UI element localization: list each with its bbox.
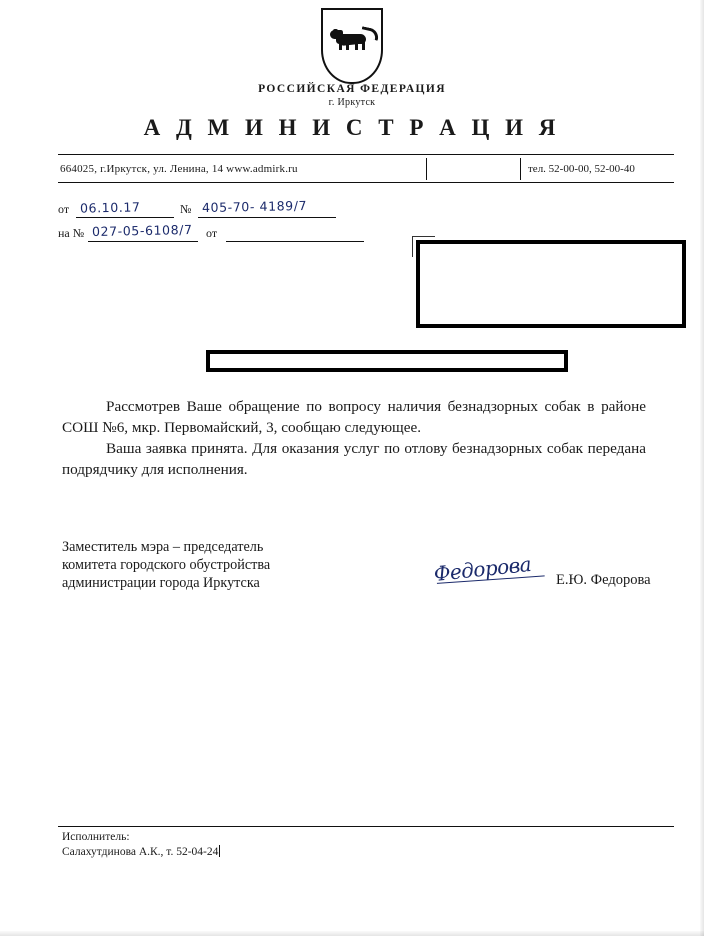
signatory-title-line-3: администрации города Иркутска [62, 575, 260, 591]
footer-block [62, 830, 220, 860]
phone-text: тел. 52-00-00, 52-00-40 [528, 163, 635, 175]
incoming-date-label: от [206, 226, 218, 240]
body-paragraph-1: Рассмотрев Ваше обращение по вопросу наличия безнадзорных собак в районе СОШ №6, мкр. Первомайский, 3, сообщаю следующее. [62, 398, 646, 436]
babr-figure [330, 28, 376, 50]
shield-shape [321, 8, 383, 84]
subject-redaction-box [206, 350, 568, 372]
handwritten-signature [433, 550, 552, 594]
letter-body [62, 396, 646, 480]
organization-title: А Д М И Н И С Т Р А Ц И Я [143, 115, 561, 140]
executor-contact-text: Салахутдинова А.К., т. 52-04-24 [62, 846, 219, 858]
outgoing-reference-line [58, 196, 378, 220]
contact-separator-1 [426, 158, 427, 180]
outgoing-number-value: 405-70- 4189/7 [201, 197, 308, 216]
executor-contact [62, 845, 220, 860]
signatory-name: Е.Ю. Федорова [556, 572, 651, 588]
text-caret [219, 845, 220, 857]
incoming-reference-line [58, 220, 378, 244]
outgoing-number-label: № [180, 202, 192, 216]
contact-separator-2 [520, 158, 521, 180]
body-paragraph-2: Ваша заявка принята. Для оказания услуг по отлову безнадзорных собак передана подрядчику для исполнения. [62, 440, 646, 478]
signatory-title-line-1: Заместитель мэра – председатель [62, 539, 264, 555]
signatory-title-line-2: комитета городского обустройства [62, 557, 271, 573]
scan-edge-right [700, 0, 704, 936]
scan-edge-bottom [0, 931, 704, 936]
outgoing-date-value: 06.10.17 [79, 199, 141, 216]
incoming-number-value: 027-05-6108/7 [91, 221, 193, 240]
incoming-number-label: на № [58, 226, 85, 240]
city-title: г. Иркутск [328, 97, 376, 108]
irkutsk-coat-of-arms-icon [321, 8, 383, 84]
addressee-redaction-box [416, 240, 686, 328]
incoming-date-rule [226, 241, 364, 242]
signatory-title [62, 538, 342, 592]
contact-row [58, 160, 674, 182]
header-divider-bottom [58, 182, 674, 183]
reference-block [58, 196, 378, 244]
federation-title: РОССИЙСКАЯ ФЕДЕРАЦИЯ [258, 83, 446, 95]
outgoing-date-rule [76, 217, 174, 218]
header-divider-top [58, 154, 674, 155]
outgoing-number-rule [198, 217, 336, 218]
executor-label: Исполнитель: [62, 831, 130, 843]
emblem-container [0, 8, 704, 84]
address-text: 664025, г.Иркутск, ул. Ленина, 14 www.admirk.ru [60, 163, 298, 175]
footer-divider [58, 826, 674, 827]
outgoing-date-label: от [58, 202, 70, 216]
incoming-number-rule [88, 241, 198, 242]
handwritten-signature-text: Федорова [432, 551, 533, 587]
